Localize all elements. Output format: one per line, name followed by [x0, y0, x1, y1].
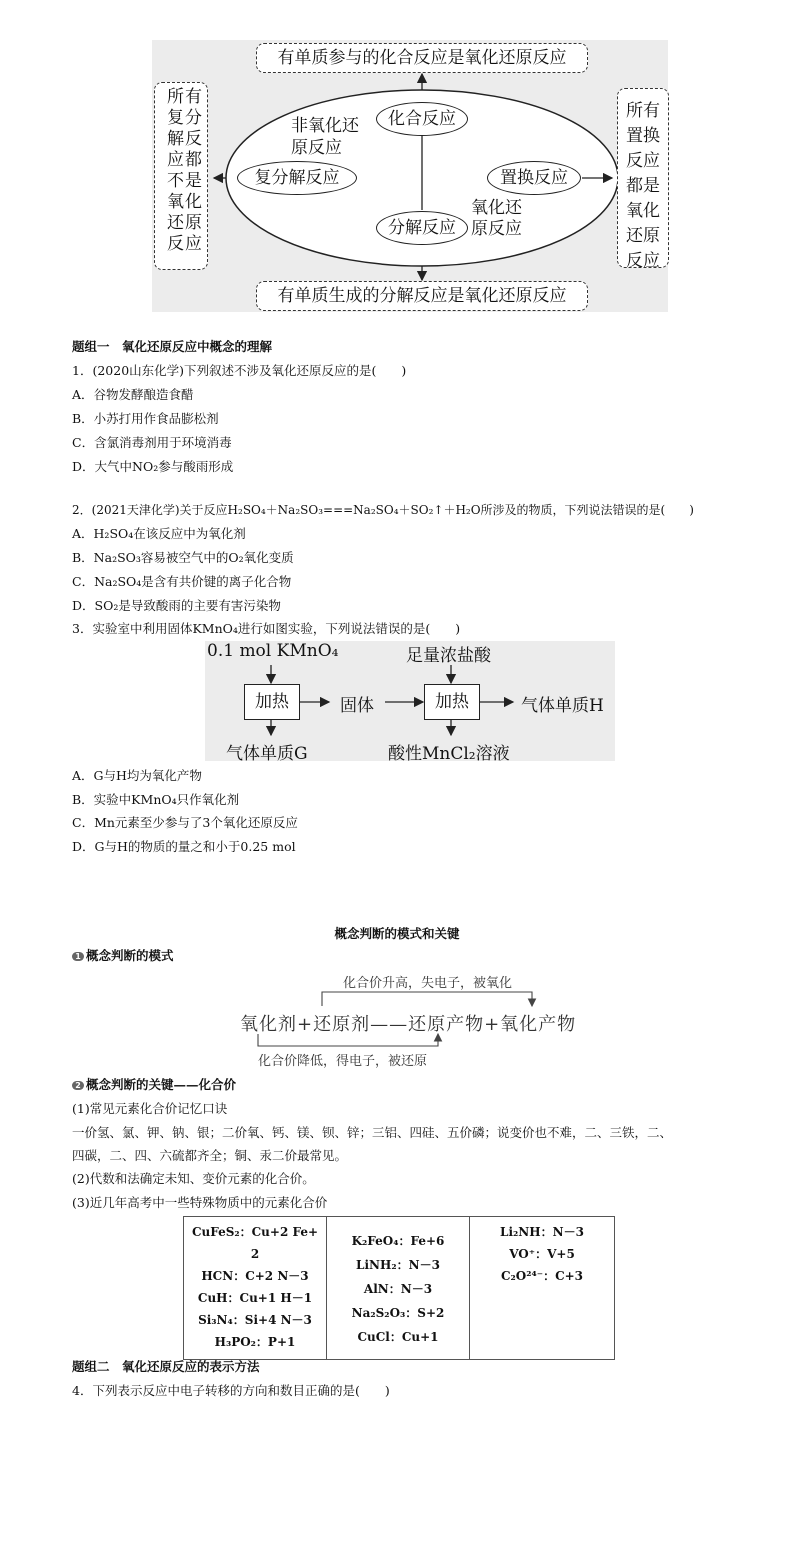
left-conclusion-text: 所有复分解反应都不是氧化还原反应 [167, 87, 203, 254]
q1-option-c: C．含氯消毒剂用于环境消毒 [72, 435, 232, 450]
concept-title: 概念判断的模式和关键 [334, 926, 460, 941]
section-2-title: 概念判断的关键——化合价 [86, 1077, 237, 1092]
valence-cell: CuFeS₂：Cu+2 Fe+ [191, 1225, 319, 1239]
q1-stem: 1．(2020山东化学)下列叙述不涉及氧化还原反应的是( ) [72, 363, 407, 378]
valence-cell: K₂FeO₄：Fe+6 [351, 1234, 445, 1248]
valence-table [183, 1216, 615, 1360]
valence-cell: HCN：C+2 N－3 [201, 1269, 309, 1283]
oval-substitution: 置换反应 [487, 161, 581, 195]
flow-solution: 酸性MnCl₂溶液 [388, 744, 510, 764]
valence-cell: Si₃N₄：Si+4 N－3 [198, 1313, 312, 1327]
concept-p1b: 四碳，二、四、六硫都齐全；铜、汞二价最常见。 [72, 1148, 348, 1163]
q1-option-b: B．小苏打用作食品膨松剂 [72, 411, 219, 426]
valence-cell: CuCl：Cu+1 [357, 1330, 439, 1344]
q1-option-d: D．大气中NO₂参与酸雨形成 [72, 459, 234, 474]
valence-col-2 [327, 1217, 470, 1359]
section-1-badge: 1 [72, 952, 84, 961]
valence-cell: H₃PO₂：P+1 [214, 1335, 296, 1349]
q1-option-a: A．谷物发酵酿造食醋 [72, 387, 194, 402]
group2-title: 题组二 氧化还原反应的表示方法 [72, 1359, 260, 1374]
flow-solid: 固体 [340, 696, 374, 716]
left-conclusion-box [154, 82, 208, 270]
q3-option-d: D．G与H的物质的量之和小于0.25 mol [72, 839, 296, 854]
q3-option-a: A．G与H均为氧化产物 [72, 768, 202, 783]
concept-section-2 [72, 1077, 236, 1093]
valence-cell: AlN：N－3 [363, 1282, 433, 1296]
flow-gas-h: 气体单质H [521, 696, 604, 716]
diagram-lines [152, 40, 668, 312]
top-conclusion-box: 有单质参与的化合反应是氧化还原反应 [256, 43, 588, 73]
valence-col-1 [184, 1217, 327, 1359]
label-redox: 氧化还原反应 [471, 198, 522, 239]
oval-decomposition: 分解反应 [376, 211, 468, 245]
bottom-conclusion-box: 有单质生成的分解反应是氧化还原反应 [256, 281, 588, 311]
oval-combination: 化合反应 [376, 102, 468, 136]
redox-equation: 氧化剂+还原剂——还原产物+氧化产物 [240, 1014, 577, 1035]
group1-title: 题组一 氧化还原反应中概念的理解 [72, 339, 273, 354]
valence-cell: LiNH₂：N－3 [356, 1258, 440, 1272]
q3-option-b: B．实验中KMnO₄只作氧化剂 [72, 792, 240, 807]
flow-start: 0.1 mol KMnO₄ [207, 641, 339, 661]
q2-stem-text: 2．(2021天津化学)关于反应H₂SO₄＋Na₂SO₃===Na₂SO₄＋SO₂↑＋H₂O所涉及的物质，下列说法错误的是( ) [72, 503, 694, 517]
flow-heat-2: 加热 [424, 684, 480, 720]
section-2-badge: 2 [72, 1081, 84, 1090]
q2-option-d: D．SO₂是导致酸雨的主要有害污染物 [72, 598, 281, 613]
transfer-upper-label: 化合价升高，失电子，被氧化 [343, 976, 513, 991]
concept-section-1 [72, 948, 174, 964]
right-conclusion-box [617, 88, 669, 271]
valence-cell: VO⁺：V+5 [509, 1247, 575, 1261]
valence-cell: 2 [250, 1247, 260, 1261]
flow-gas-g: 气体单质G [226, 744, 308, 764]
oval-double-decomposition: 复分解反应 [237, 161, 357, 195]
q3-stem: 3．实验室中利用固体KMnO₄进行如图实验，下列说法错误的是( ) [72, 621, 461, 636]
flow-heat-1: 加热 [244, 684, 300, 720]
label-non-redox: 非氧化还原反应 [291, 116, 359, 158]
concept-p2: (2)代数和法确定未知、变价元素的化合价。 [72, 1171, 315, 1186]
q2-option-b: B．Na₂SO₃容易被空气中的O₂氧化变质 [72, 550, 294, 565]
valence-col-3 [470, 1217, 614, 1359]
concept-p1: (1)常见元素化合价记忆口诀 [72, 1101, 228, 1116]
q3-option-c: C．Mn元素至少参与了3个氧化还原反应 [72, 815, 298, 830]
right-conclusion-text: 所有置换反应都是氧化还原反应 [626, 101, 660, 271]
transfer-lower-label: 化合价降低，得电子，被还原 [258, 1054, 428, 1069]
flow-acid: 足量浓盐酸 [406, 646, 491, 666]
q2-option-c: C．Na₂SO₄是含有共价键的离子化合物 [72, 574, 292, 589]
concept-p3: (3)近几年高考中一些特殊物质中的元素化合价 [72, 1195, 328, 1210]
q4-stem: 4．下列表示反应中电子转移的方向和数目正确的是( ) [72, 1383, 390, 1398]
valence-cell: Na₂S₂O₃：S+2 [351, 1306, 445, 1320]
valence-cell: Li₂NH：N－3 [500, 1225, 584, 1239]
concept-p1a: 一价氢、氯、钾、钠、银；二价氧、钙、镁、钡、锌；三铝、四硅、五价磷；说变价也不难，二、三铁，二、 [72, 1125, 673, 1140]
valence-cell: CuH：Cu+1 H－1 [197, 1291, 313, 1305]
q2-option-a: A．H₂SO₄在该反应中为氧化剂 [72, 526, 246, 541]
section-1-title: 概念判断的模式 [86, 948, 174, 963]
valence-cell: C₂O²⁴⁻：C+3 [500, 1269, 584, 1283]
